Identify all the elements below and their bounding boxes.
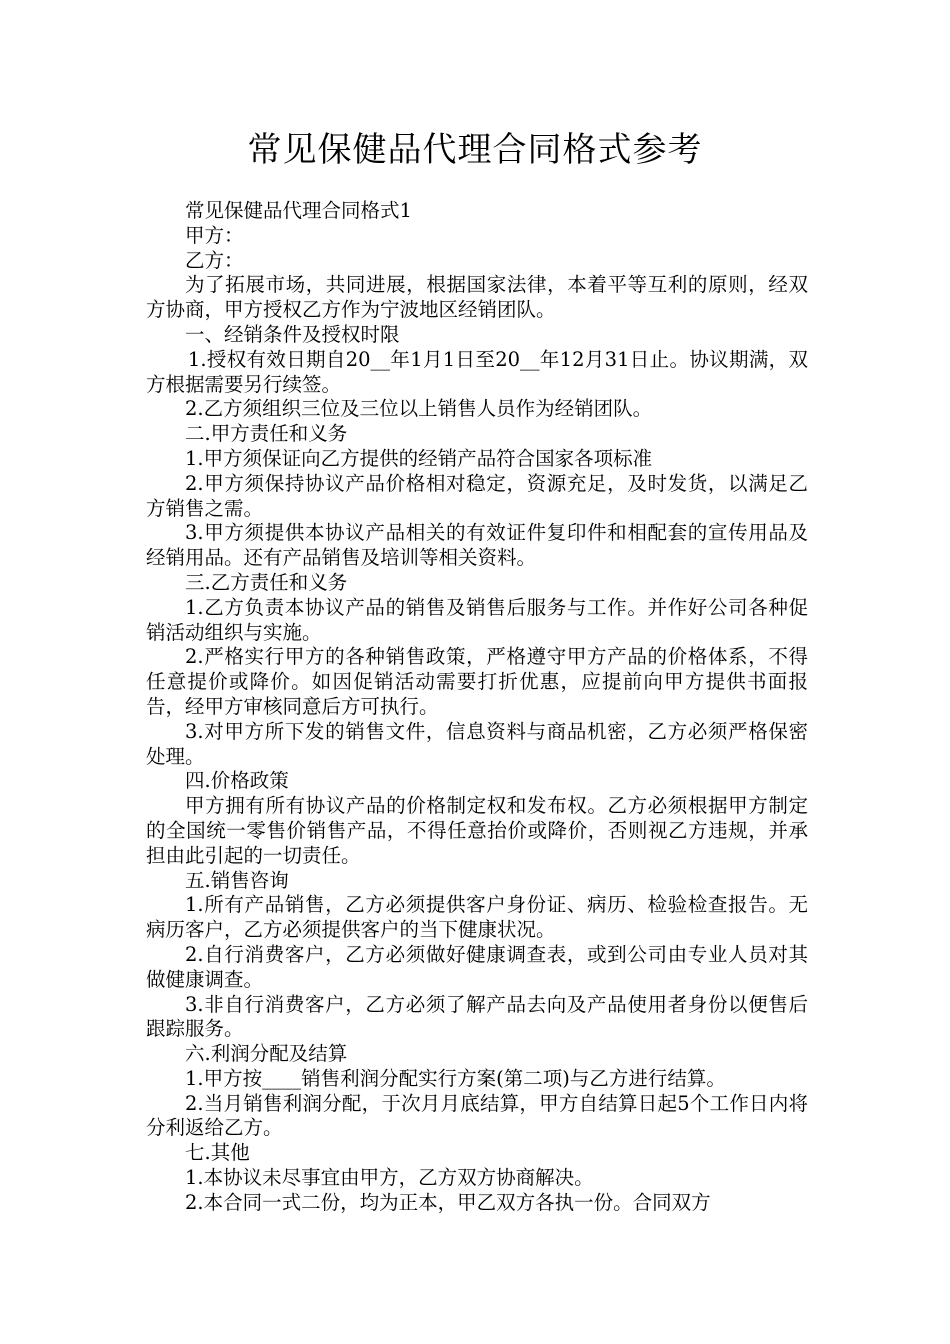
section-heading-4: 四.价格政策 [185,769,289,793]
section-heading-3: 三.乙方责任和义务 [185,570,348,594]
paragraph-party-a: 甲方： [185,223,244,247]
paragraph-2-1: 1.甲方须保证向乙方提供的经销产品符合国家各项标准 [185,446,653,470]
paragraph-1-2: 2.乙方须组织三位及三位以上销售人员作为经销团队。 [185,397,653,421]
paragraph-5-2: 2.自行消费客户，乙方必须做好健康调查表，或到公司由专业人员对其做健康调查。 [146,942,808,991]
paragraph-3-3: 3.对甲方所下发的销售文件，信息资料与商品机密，乙方必须严格保密处理。 [146,719,808,768]
paragraph-4-1: 甲方拥有所有协议产品的价格制定权和发布权。乙方必须根据甲方制定的全国统一零售价销售产品，不得任意抬价或降价，否则视乙方违规，并承担由此引起的一切责任。 [146,794,808,867]
document-title: 常见保健品代理合同格式参考 [247,130,703,170]
paragraph-3-1: 1.乙方负责本协议产品的销售及销售后服务与工作。并作好公司各种促销活动组织与实施。 [146,595,808,644]
paragraph-7-2: 2.本合同一式二份，均为正本，甲乙双方各执一份。合同双方 [185,1190,711,1214]
paragraph-3-2: 2.严格实行甲方的各种销售政策，严格遵守甲方产品的价格体系，不得任意提价或降价。如因促销活动需要打折优惠，应提前向甲方提供书面报告，经甲方审核同意后方可执行。 [146,645,808,718]
paragraph-2-2: 2.甲方须保持协议产品价格相对稳定，资源充足，及时发货，以满足乙方销售之需。 [146,471,808,520]
section-heading-7: 七.其他 [185,1141,250,1165]
paragraph-7-1: 1.本协议未尽事宜由甲方，乙方双方协商解决。 [185,1166,594,1190]
paragraph-1-1: 1.授权有效日期自20__年1月1日至20__年12月31日止。协议期满，双方根据需要另行续签。 [146,347,808,396]
section-heading-1: 一、经销条件及授权时限 [185,322,400,346]
paragraph-5-1: 1.所有产品销售，乙方必须提供客户身份证、病历、检验检查报告。无病历客户，乙方必须提供客户的当下健康状况。 [146,893,808,942]
paragraph-party-b: 乙方： [185,248,244,272]
paragraph-6-2: 2.当月销售利润分配，于次月月底结算，甲方自结算日起5个工作日内将分利返给乙方。 [146,1091,808,1140]
paragraph-2-3: 3.甲方须提供本协议产品相关的有效证件复印件和相配套的宣传用品及经销用品。还有产品销售及培训等相关资料。 [146,521,808,570]
paragraph-6-1: 1.甲方按____销售利润分配实行方案(第二项)与乙方进行结算。 [185,1066,726,1090]
section-heading-2: 二.甲方责任和义务 [185,422,348,446]
paragraph-5-3: 3.非自行消费客户，乙方必须了解产品去向及产品使用者身份以便售后跟踪服务。 [146,992,808,1041]
section-heading-6: 六.利润分配及结算 [185,1042,348,1066]
paragraph-preamble: 为了拓展市场，共同进展，根据国家法律，本着平等互利的原则，经双方协商，甲方授权乙方作为宁波地区经销团队。 [146,273,808,322]
paragraph-subtitle: 常见保健品代理合同格式1 [185,199,412,222]
section-heading-5: 五.销售咨询 [185,868,289,892]
document-body [146,199,808,1216]
